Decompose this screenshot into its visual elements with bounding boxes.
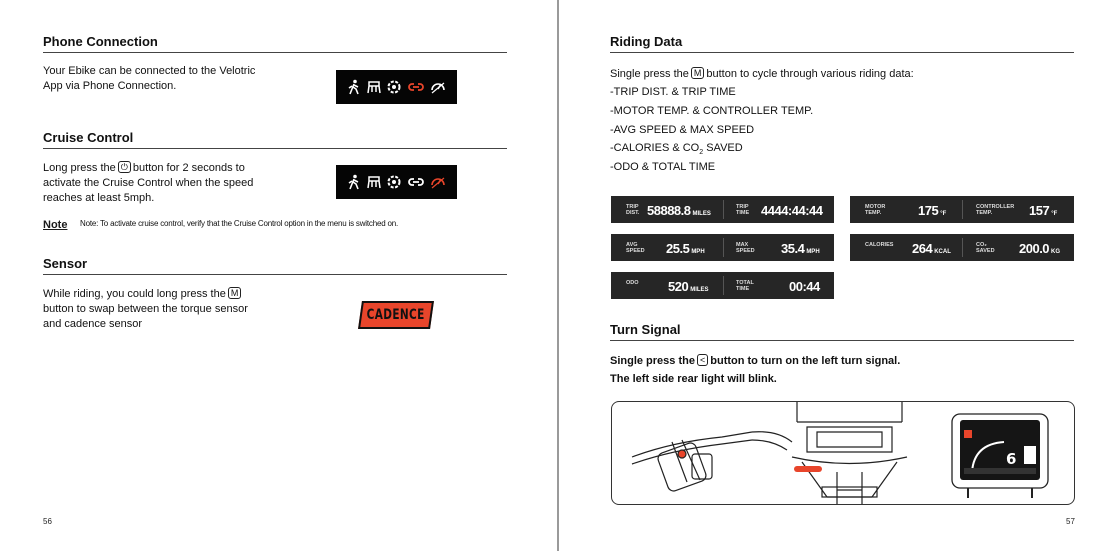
tile-value-number: 157: [1029, 203, 1050, 218]
turn-signal-line1: [610, 354, 900, 367]
tile-value-number: 58888.8: [647, 203, 691, 218]
tile-label-line: MAX: [736, 242, 749, 248]
tile-unit: KG: [1051, 249, 1061, 255]
tile-value: [1019, 241, 1060, 256]
tile-value: [912, 241, 951, 256]
cruise-control-text: [43, 161, 313, 206]
tile-label-line: ODO: [626, 280, 639, 286]
tile-label: [626, 242, 654, 254]
cruise-control-icon: [429, 174, 447, 190]
text-fragment: While riding, you could long press the: [43, 288, 226, 300]
cruise-control-icon: [429, 79, 447, 95]
cruise-control-icon-strip: [336, 165, 457, 199]
tile-divider: [723, 238, 724, 257]
tile-value: [781, 241, 820, 256]
tile-value: [789, 279, 822, 294]
riding-data-item: [610, 142, 743, 156]
tile-label-line: AVG: [626, 242, 638, 248]
tile-value: [647, 203, 711, 218]
tile-label: [736, 204, 764, 216]
book-spine: [557, 0, 559, 551]
tile-label: [865, 242, 905, 248]
note-text: Note: To activate cruise control, verify that the Cruise Control option in the menu is switched on.: [80, 219, 398, 228]
text-fragment: button to cycle through various riding data:: [706, 68, 914, 80]
text-fragment: Single press the: [610, 68, 689, 80]
cruise-control-title: Cruise Control: [43, 130, 134, 145]
tile-label-line: TEMP.: [865, 210, 882, 216]
phone-connection-title: Phone Connection: [43, 34, 158, 49]
tile-value: [918, 203, 946, 218]
text-line: [43, 287, 313, 302]
sensor-title: Sensor: [43, 256, 88, 271]
section-rule: [43, 274, 507, 275]
tile-label: [736, 242, 764, 254]
tile-label: [976, 204, 1022, 216]
text-line: App via Phone Connection.: [43, 80, 177, 92]
riding-data-item: -TRIP DIST. & TRIP TIME: [610, 86, 736, 98]
tile-unit: MILES: [690, 287, 709, 293]
tile-unit: MPH: [806, 249, 820, 255]
odo-tile: [611, 272, 834, 299]
riding-data-item: -MOTOR TEMP. & CONTROLLER TEMP.: [610, 105, 814, 117]
turn-signal-title: Turn Signal: [610, 322, 681, 337]
riding-data-title: Riding Data: [610, 34, 683, 49]
tile-unit: °F: [1051, 211, 1058, 217]
section-rule: [610, 340, 1074, 341]
calories-tile: [850, 234, 1074, 261]
text-line: activate the Cruise Control when the speed: [43, 177, 254, 189]
tile-label-line: TRIP: [736, 204, 749, 210]
section-rule: [43, 52, 507, 53]
tile-value-number: 264: [912, 241, 933, 256]
tile-unit: MILES: [692, 211, 711, 217]
turn-signal-illustration: [611, 401, 1075, 505]
page-number: 57: [1066, 517, 1075, 526]
text-fragment: -CALORIES & CO: [610, 142, 700, 154]
text-line: [43, 161, 313, 176]
tile-unit: MPH: [691, 249, 705, 255]
speed-tile: [611, 234, 834, 261]
sensor-text: [43, 287, 313, 332]
text-line: and cadence sensor: [43, 318, 143, 330]
tile-label-line: TIME: [736, 286, 750, 292]
tile-label-line: DIST.: [626, 210, 640, 216]
display-speed-readout: 6: [1006, 450, 1017, 468]
m-key-icon: M: [691, 67, 705, 79]
tile-label-line: TIME: [736, 210, 750, 216]
tile-unit: KCAL: [934, 249, 951, 255]
tile-divider: [723, 200, 724, 219]
tile-label-line: SPEED: [626, 248, 645, 254]
text-fragment: button to turn on the left turn signal.: [710, 355, 901, 367]
tile-value: [761, 203, 825, 218]
m-key-icon: M: [228, 287, 242, 299]
tile-divider: [962, 200, 963, 219]
walk-assist-icon: [346, 79, 362, 95]
tile-label-line: SAVED: [976, 248, 995, 254]
cadence-badge-label: CADENCE: [366, 307, 426, 323]
tile-unit: °F: [940, 211, 947, 217]
tile-value-number: 4444:44:44: [761, 203, 823, 218]
walk-assist-icon: [346, 174, 362, 190]
note-label: Note: [43, 219, 68, 231]
tile-label-line: CO₂: [976, 242, 987, 248]
tile-value-number: 520: [668, 279, 689, 294]
tile-label-line: TEMP.: [976, 210, 993, 216]
tile-value: [666, 241, 705, 256]
power-key-icon: ⏻: [118, 161, 131, 173]
text-fragment: Single press the: [610, 355, 695, 367]
riding-data-item: -ODO & TOTAL TIME: [610, 161, 716, 173]
text-line: Your Ebike can be connected to the Velotric: [43, 65, 256, 77]
riding-data-item: -AVG SPEED & MAX SPEED: [610, 124, 755, 136]
section-rule: [43, 148, 507, 149]
tile-label-line: CALORIES: [865, 242, 894, 248]
tile-label: [865, 204, 893, 216]
riding-data-intro: [610, 67, 914, 80]
tile-label: [976, 242, 1004, 254]
left-arrow-key-icon: <: [697, 354, 708, 366]
text-line: button to swap between the torque sensor: [43, 303, 248, 315]
tile-value: [1029, 203, 1057, 218]
settings-gear-icon: [386, 79, 402, 95]
text-fragment: SAVED: [703, 142, 743, 154]
tile-label-line: SPEED: [736, 248, 755, 254]
phone-link-icon: [407, 79, 425, 95]
tile-value-number: 200.0: [1019, 241, 1050, 256]
tile-label: [736, 280, 764, 292]
temperature-tile: [850, 196, 1074, 223]
tile-label-line: TOTAL: [736, 280, 754, 286]
tile-divider: [962, 238, 963, 257]
tile-label-line: CONTROLLER: [976, 204, 1015, 210]
section-rule: [610, 52, 1074, 53]
handlebar-illustration: [612, 402, 1075, 505]
tile-value-number: 175: [918, 203, 939, 218]
tile-value-number: 00:44: [789, 279, 820, 294]
tile-value-number: 35.4: [781, 241, 805, 256]
text-line: reaches at least 5mph.: [43, 192, 155, 204]
tile-label: [626, 280, 654, 286]
light-icon: [366, 174, 382, 190]
light-icon: [366, 79, 382, 95]
phone-connection-icon-strip: [336, 70, 457, 104]
cadence-badge: [358, 301, 434, 329]
left-page: [0, 0, 557, 551]
tile-divider: [723, 276, 724, 295]
tile-label-line: TRIP: [626, 204, 639, 210]
page-number: 56: [43, 517, 52, 526]
text-fragment: button for 2 seconds to: [132, 162, 245, 174]
tile-value: [668, 279, 709, 294]
turn-signal-line2: The left side rear light will blink.: [610, 373, 777, 385]
text-fragment: 2: [699, 149, 704, 157]
trip-tile: [611, 196, 834, 223]
text-fragment: Long press the: [43, 162, 116, 174]
tile-label-line: MOTOR: [865, 204, 886, 210]
settings-gear-icon: [386, 174, 402, 190]
phone-connection-text: [43, 64, 303, 94]
tile-value-number: 25.5: [666, 241, 690, 256]
phone-link-icon: [407, 174, 425, 190]
